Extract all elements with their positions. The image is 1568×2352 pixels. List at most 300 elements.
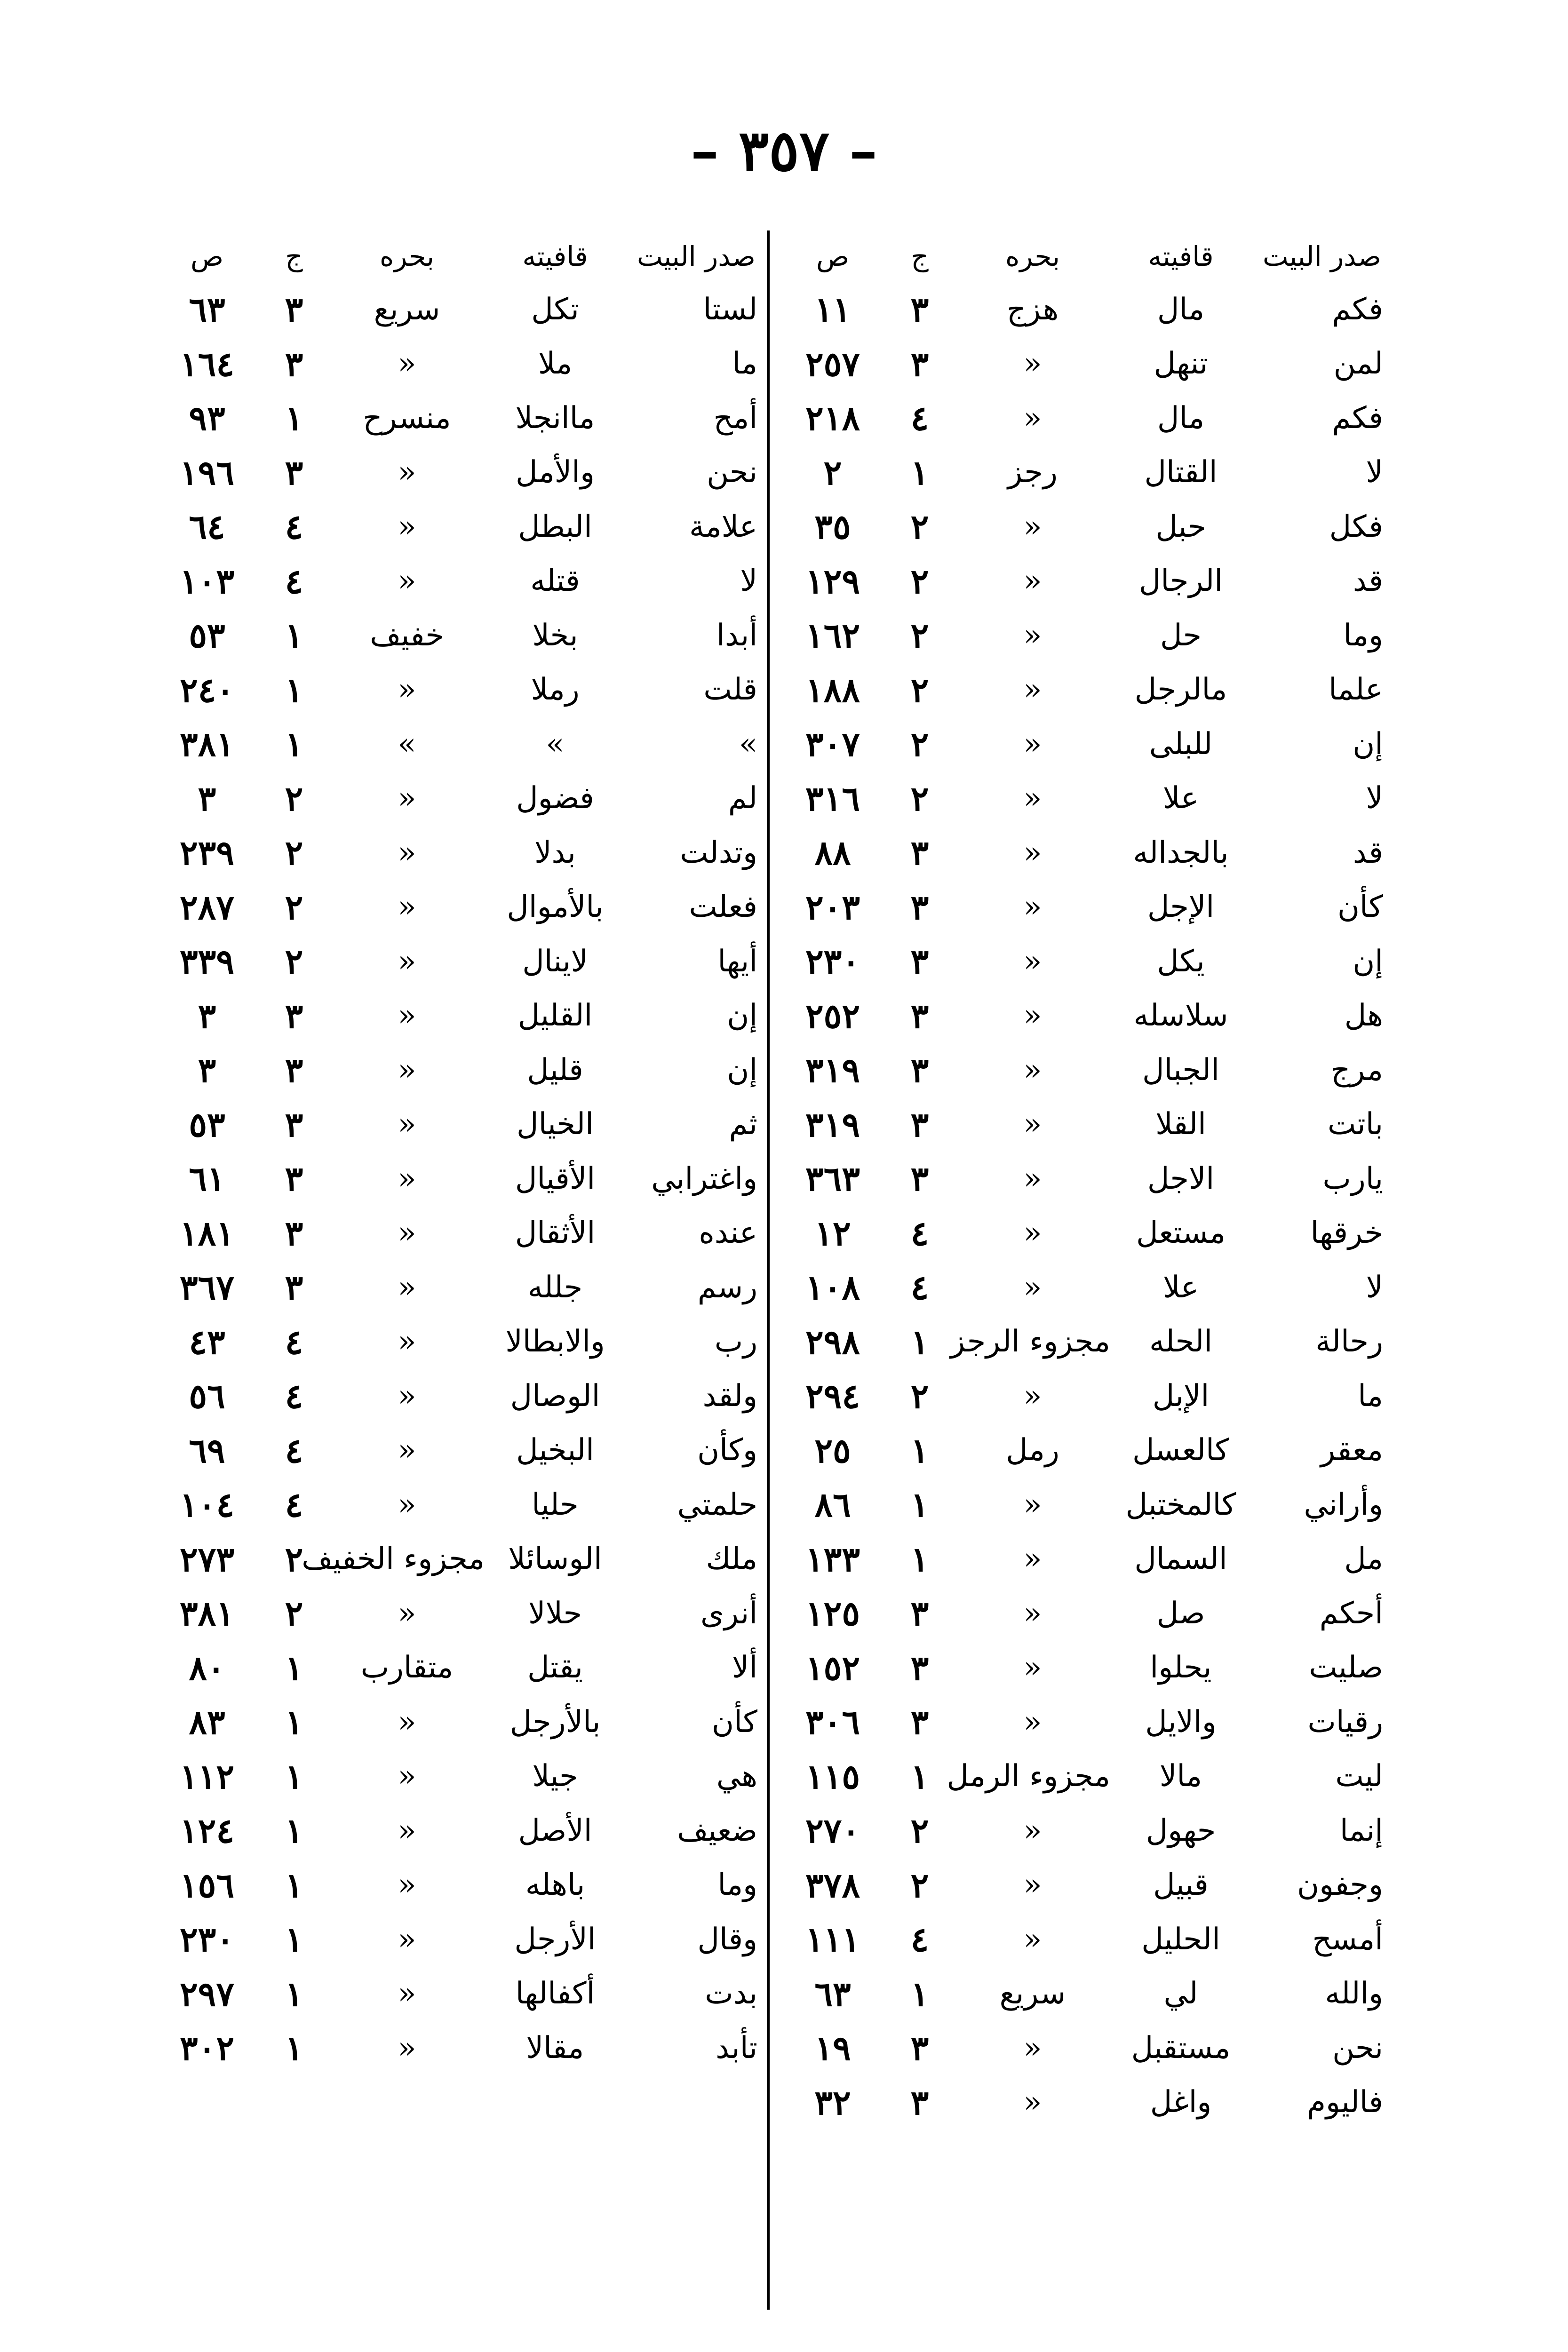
cell-bahr: «	[398, 346, 416, 381]
cell-qafiya: يقتل	[527, 1650, 583, 1685]
table-row	[155, 500, 767, 554]
cell-qafiya: ماانجلا	[515, 400, 595, 436]
cell-safha: ١٢	[814, 1213, 851, 1253]
cell-qafiya: أكفالها	[515, 1976, 595, 2011]
cell-sadr: رقيات	[1307, 1704, 1383, 1740]
table-header-row	[781, 230, 1393, 282]
cell-bahr: «	[398, 890, 416, 925]
cell-juz: ١	[285, 1919, 303, 1960]
cell-safha: ٦٤	[189, 507, 225, 547]
cell-qafiya: بالأرجل	[509, 1704, 601, 1740]
cell-qafiya: البطل	[518, 509, 592, 544]
cell-qafiya: حلالا	[528, 1596, 582, 1631]
cell-juz: ١	[910, 1539, 929, 1579]
cell-sadr: ألا	[732, 1650, 757, 1685]
cell-safha: ٩٣	[189, 398, 225, 438]
cell-bahr: «	[1023, 998, 1042, 1033]
cell-bahr: «	[1023, 1052, 1042, 1088]
table-row	[781, 934, 1393, 989]
cell-sadr: ملك	[706, 1542, 757, 1577]
cell-juz: ٢	[285, 1593, 303, 1634]
cell-bahr: «	[398, 1596, 416, 1631]
cell-qafiya: بخلا	[532, 618, 578, 653]
cell-qafiya: مستقبل	[1131, 2030, 1231, 2066]
cell-juz: ١	[285, 1973, 303, 2014]
cell-safha: ١٢٥	[805, 1593, 860, 1634]
table-row	[155, 1206, 767, 1261]
table-row	[781, 1043, 1393, 1097]
cell-safha: ٨٨	[814, 833, 851, 873]
cell-sadr: وتدلت	[680, 835, 757, 870]
cell-qafiya: والابطالا	[505, 1324, 605, 1359]
cell-qafiya: الوسائلا	[508, 1542, 602, 1577]
cell-qafiya: »	[546, 726, 565, 762]
cell-juz: ٣	[285, 1104, 303, 1144]
cell-juz: ٣	[285, 1050, 303, 1090]
cell-qafiya: حليا	[532, 1487, 579, 1522]
cell-safha: ٨٠	[189, 1647, 225, 1688]
cell-juz: ٣	[910, 1050, 929, 1090]
cell-bahr: «	[1023, 835, 1042, 870]
table-row	[781, 1423, 1393, 1478]
cell-bahr: «	[398, 1270, 416, 1305]
cell-qafiya: بالجداله	[1133, 835, 1229, 870]
cell-sadr: حلمتي	[677, 1487, 757, 1522]
cell-qafiya: سلاسله	[1133, 998, 1228, 1033]
cell-qafiya: السمال	[1134, 1542, 1227, 1577]
cell-juz: ٢	[285, 941, 303, 982]
cell-juz: ٢	[285, 887, 303, 927]
table-row	[781, 771, 1393, 826]
cell-qafiya: الرجال	[1138, 564, 1223, 599]
cell-juz: ٢	[910, 724, 929, 764]
cell-qafiya: الحليل	[1141, 1922, 1220, 1957]
cell-qafiya: جيلا	[532, 1759, 578, 1794]
cell-juz: ٢	[910, 1811, 929, 1851]
table-row	[781, 1804, 1393, 1858]
cell-qafiya: حبل	[1155, 509, 1206, 544]
cell-bahr: «	[398, 1216, 416, 1251]
header-safha: ص	[816, 240, 850, 272]
cell-juz: ٣	[285, 289, 303, 330]
table-row	[781, 880, 1393, 935]
cell-bahr: «	[398, 564, 416, 599]
table-row	[781, 1858, 1393, 1913]
cell-sadr: بدت	[705, 1976, 757, 2011]
table-row	[155, 445, 767, 500]
cell-safha: ١٨١	[179, 1213, 234, 1253]
cell-qafiya: مقالا	[526, 2030, 584, 2066]
cell-safha: ١٠٣	[179, 561, 234, 601]
cell-bahr: «	[398, 1813, 416, 1848]
cell-juz: ٢	[285, 778, 303, 818]
table-row	[781, 554, 1393, 609]
table-row	[155, 1478, 767, 1532]
cell-safha: ١١١	[805, 1919, 860, 1960]
cell-qafiya: باهله	[525, 1867, 585, 1903]
cell-safha: ١٢٩	[805, 561, 860, 601]
cell-qafiya: قبيل	[1153, 1867, 1209, 1903]
cell-sadr: لا	[1366, 1270, 1383, 1305]
cell-juz: ٣	[285, 1267, 303, 1308]
cell-bahr: رمل	[1006, 1433, 1059, 1468]
cell-safha: ١١	[814, 289, 851, 330]
cell-safha: ٢٥٧	[805, 343, 860, 384]
table-row	[155, 1532, 767, 1587]
table-row	[781, 391, 1393, 445]
cell-sadr: يارب	[1322, 1161, 1383, 1196]
index-table-right	[781, 230, 1393, 2130]
cell-sadr: ضعيف	[677, 1813, 757, 1848]
cell-safha: ٢٧٠	[805, 1811, 860, 1851]
cell-juz: ١	[910, 1485, 929, 1525]
cell-safha: ٣٨١	[179, 724, 234, 764]
cell-juz: ٣	[910, 1159, 929, 1199]
cell-qafiya: الأصل	[518, 1813, 592, 1848]
cell-bahr: «	[398, 1378, 416, 1414]
cell-sadr: هل	[1344, 998, 1383, 1033]
header-sadr: صدر البيت	[637, 240, 756, 272]
cell-sadr: تأبد	[716, 2030, 757, 2066]
cell-juz: ٣	[910, 2082, 929, 2122]
cell-sadr: قلت	[703, 672, 757, 707]
cell-juz: ١	[285, 1756, 303, 1796]
cell-qafiya: بالأموال	[507, 890, 604, 925]
cell-bahr: «	[398, 1976, 416, 2011]
cell-bahr: سريع	[374, 292, 440, 327]
cell-qafiya: الأرجل	[514, 1922, 596, 1957]
header-bahr: بحره	[380, 240, 434, 272]
cell-safha: ٣٠٢	[179, 2028, 234, 2068]
cell-juz: ٢	[285, 1539, 303, 1579]
cell-sadr: فكم	[1332, 292, 1383, 327]
cell-safha: ١١٢	[179, 1756, 234, 1796]
table-row	[155, 1423, 767, 1478]
cell-juz: ١	[910, 1756, 929, 1796]
cell-safha: ٣	[198, 995, 216, 1036]
cell-juz: ١	[285, 1865, 303, 1905]
table-row	[155, 663, 767, 717]
cell-juz: ٣	[910, 833, 929, 873]
table-row	[781, 2075, 1393, 2130]
cell-sadr: فكل	[1329, 509, 1383, 544]
cell-bahr: خفيف	[370, 618, 444, 653]
cell-sadr: علما	[1329, 672, 1383, 707]
cell-sadr: ما	[1358, 1378, 1383, 1414]
header-sadr: صدر البيت	[1263, 240, 1381, 272]
cell-juz: ٢	[910, 507, 929, 547]
cell-safha: ٣٦٧	[179, 1267, 234, 1308]
cell-bahr: «	[1023, 944, 1042, 979]
cell-juz: ١	[285, 2028, 303, 2068]
cell-juz: ٤	[285, 1321, 303, 1362]
index-table-left	[155, 230, 767, 2075]
cell-juz: ١	[285, 724, 303, 764]
table-row	[781, 1695, 1393, 1749]
cell-qafiya: مال	[1157, 292, 1205, 327]
cell-qafiya: الوصال	[510, 1378, 600, 1414]
cell-juz: ١	[285, 615, 303, 656]
cell-bahr: «	[398, 455, 416, 490]
cell-bahr: «	[398, 781, 416, 816]
cell-sadr: ليت	[1335, 1759, 1383, 1794]
table-row	[781, 1641, 1393, 1695]
cell-sadr: معقر	[1321, 1433, 1383, 1468]
cell-bahr: «	[398, 509, 416, 544]
cell-juz: ٢	[910, 1865, 929, 1905]
table-row	[155, 1749, 767, 1804]
cell-sadr: فاليوم	[1307, 2085, 1383, 2120]
cell-bahr: «	[1023, 1596, 1042, 1631]
cell-bahr: «	[1023, 890, 1042, 925]
cell-safha: ٢٠٣	[805, 887, 860, 927]
cell-sadr: وما	[717, 1867, 757, 1903]
cell-bahr: «	[1023, 346, 1042, 381]
cell-sadr: وأراني	[1304, 1487, 1383, 1522]
cell-juz: ٣	[285, 452, 303, 493]
cell-safha: ٢٣٠	[805, 941, 860, 982]
table-row	[155, 337, 767, 391]
cell-juz: ٣	[285, 1213, 303, 1253]
cell-safha: ١٩	[814, 2028, 851, 2068]
cell-qafiya: كالمختبل	[1125, 1487, 1236, 1522]
table-body	[155, 282, 767, 2075]
cell-safha: ٣	[198, 778, 216, 818]
cell-safha: ٢٧٣	[179, 1539, 234, 1579]
cell-bahr: «	[1023, 1542, 1042, 1577]
cell-juz: ٢	[910, 615, 929, 656]
cell-safha: ٦٣	[189, 289, 225, 330]
cell-juz: ٢	[910, 669, 929, 710]
cell-bahr: «	[1023, 1867, 1042, 1903]
table-row	[781, 1532, 1393, 1587]
cell-qafiya: القليل	[517, 998, 593, 1033]
table-row	[155, 1858, 767, 1913]
cell-qafiya: واغل	[1150, 2085, 1212, 2120]
page-number: – ٣٥٧ –	[691, 118, 877, 184]
cell-bahr: مجزوء الرجز	[950, 1324, 1110, 1359]
cell-qafiya: مال	[1157, 400, 1205, 436]
cell-juz: ٣	[910, 343, 929, 384]
cell-sadr: لا	[1366, 455, 1383, 490]
cell-qafiya: رملا	[531, 672, 580, 707]
table-row	[781, 663, 1393, 717]
cell-juz: ٢	[910, 561, 929, 601]
cell-safha: ١٨٨	[805, 669, 860, 710]
cell-qafiya: الجبال	[1142, 1052, 1219, 1088]
cell-bahr: «	[398, 835, 416, 870]
cell-sadr: لمن	[1333, 346, 1383, 381]
cell-sadr: إن	[1353, 944, 1383, 979]
table-row	[781, 1478, 1393, 1532]
cell-sadr: لم	[728, 781, 757, 816]
cell-safha: ٦١	[189, 1159, 225, 1199]
cell-juz: ١	[285, 669, 303, 710]
cell-sadr: خرقها	[1310, 1216, 1383, 1251]
cell-qafiya: الأثقال	[515, 1216, 596, 1251]
cell-bahr: «	[1023, 1216, 1042, 1251]
cell-qafiya: مالا	[1159, 1759, 1202, 1794]
cell-sadr: باتت	[1328, 1107, 1383, 1142]
cell-qafiya: الخيال	[517, 1107, 594, 1142]
cell-sadr: نحن	[1332, 2030, 1383, 2066]
cell-bahr: «	[398, 1704, 416, 1740]
cell-bahr: «	[398, 1487, 416, 1522]
cell-qafiya: يحلوا	[1150, 1650, 1212, 1685]
table-row	[781, 989, 1393, 1043]
cell-bahr: منسرح	[363, 400, 451, 436]
cell-sadr: إن	[1353, 726, 1383, 762]
cell-bahr: «	[1023, 2030, 1042, 2066]
cell-qafiya: والأمل	[516, 455, 595, 490]
cell-bahr: «	[398, 998, 416, 1033]
cell-safha: ١٢٤	[179, 1811, 234, 1851]
cell-bahr: «	[398, 1867, 416, 1903]
cell-bahr: «	[1023, 400, 1042, 436]
cell-juz: ٣	[910, 995, 929, 1036]
cell-safha: ٣١٩	[805, 1050, 860, 1090]
cell-qafiya: قليل	[527, 1052, 583, 1088]
cell-safha: ٣١٦	[805, 778, 860, 818]
cell-bahr: «	[398, 1922, 416, 1957]
cell-qafiya: مالرجل	[1134, 672, 1227, 707]
cell-safha: ١٥٦	[179, 1865, 234, 1905]
cell-sadr: أبدا	[716, 618, 757, 653]
cell-sadr: رسم	[697, 1270, 757, 1305]
cell-sadr: إن	[727, 998, 757, 1033]
cell-safha: ٢١٨	[805, 398, 860, 438]
header-bahr: بحره	[1005, 240, 1060, 272]
cell-sadr: أمح	[713, 400, 757, 436]
cell-juz: ٣	[910, 2028, 929, 2068]
cell-juz: ٤	[910, 1919, 929, 1960]
cell-bahr: «	[398, 944, 416, 979]
cell-safha: ٥٦	[189, 1376, 225, 1416]
cell-sadr: أيها	[717, 944, 757, 979]
header-juz: ج	[911, 240, 929, 272]
cell-bahr: «	[1023, 1487, 1042, 1522]
cell-bahr: هزج	[1006, 292, 1059, 327]
header-juz: ج	[285, 240, 303, 272]
cell-juz: ٣	[910, 1647, 929, 1688]
cell-sadr: ما	[732, 346, 757, 381]
cell-sadr: لا	[740, 564, 757, 599]
cell-qafiya: يكل	[1157, 944, 1205, 979]
cell-juz: ١	[910, 1321, 929, 1362]
header-qafiya: قافيته	[1148, 240, 1214, 272]
cell-qafiya: تنهل	[1154, 346, 1208, 381]
table-row	[781, 1369, 1393, 1423]
table-row	[155, 1641, 767, 1695]
cell-bahr: سريع	[999, 1976, 1066, 2011]
cell-qafiya: علا	[1162, 1270, 1199, 1305]
cell-safha: ٢٥٢	[805, 995, 860, 1036]
cell-qafiya: والايل	[1145, 1704, 1217, 1740]
table-row	[155, 1804, 767, 1858]
cell-sadr: ولقد	[702, 1378, 757, 1414]
cell-juz: ٣	[910, 1104, 929, 1144]
cell-qafiya: فضول	[516, 781, 594, 816]
cell-juz: ٤	[285, 1376, 303, 1416]
cell-qafiya: صل	[1156, 1596, 1205, 1631]
cell-qafiya: حهول	[1146, 1813, 1216, 1848]
cell-safha: ١٥٢	[805, 1647, 860, 1688]
cell-qafiya: بدلا	[534, 835, 576, 870]
cell-juz: ٤	[285, 1485, 303, 1525]
cell-sadr: هي	[716, 1759, 757, 1794]
cell-sadr: فعلت	[689, 890, 757, 925]
cell-qafiya: حل	[1160, 618, 1202, 653]
cell-sadr: لا	[1366, 781, 1383, 816]
table-row	[781, 1967, 1393, 2021]
cell-safha: ٢٩٨	[805, 1321, 860, 1362]
cell-sadr: وجفون	[1297, 1867, 1383, 1903]
cell-safha: ٣٢	[814, 2082, 851, 2122]
cell-bahr: رجز	[1008, 455, 1058, 490]
cell-bahr: «	[398, 1052, 416, 1088]
table-row	[155, 1043, 767, 1097]
cell-qafiya: مستعل	[1136, 1216, 1226, 1251]
table-row	[781, 826, 1393, 880]
cell-juz: ١	[285, 1811, 303, 1851]
cell-qafiya: البخيل	[516, 1433, 594, 1468]
cell-sadr: رحالة	[1315, 1324, 1383, 1359]
cell-bahr: «	[398, 1161, 416, 1196]
cell-safha: ١٩٦	[179, 452, 234, 493]
cell-safha: ٦٩	[189, 1430, 225, 1470]
cell-sadr: والله	[1325, 1976, 1383, 2011]
header-qafiya: قافيته	[522, 240, 588, 272]
cell-bahr: «	[398, 672, 416, 707]
cell-juz: ١	[910, 452, 929, 493]
cell-safha: ٥٣	[189, 615, 225, 656]
cell-qafiya: لي	[1163, 1976, 1198, 2011]
table-row	[155, 608, 767, 663]
cell-juz: ١	[910, 1430, 929, 1470]
cell-safha: ١٣٣	[805, 1539, 860, 1579]
table-row	[781, 1586, 1393, 1641]
cell-bahr: مجزوء الرمل	[947, 1759, 1110, 1794]
cell-safha: ٥٣	[189, 1104, 225, 1144]
cell-safha: ٣٧٨	[805, 1865, 860, 1905]
cell-safha: ١٠٤	[179, 1485, 234, 1525]
cell-juz: ١	[910, 1973, 929, 2014]
cell-safha: ٢٣٠	[179, 1919, 234, 1960]
header-safha: ص	[190, 240, 224, 272]
cell-sadr: أحكم	[1319, 1596, 1383, 1631]
cell-sadr: قد	[1353, 835, 1383, 870]
cell-qafiya: الاجل	[1147, 1161, 1215, 1196]
cell-bahr: «	[1023, 509, 1042, 544]
table-row	[781, 1912, 1393, 1967]
table-row	[781, 337, 1393, 391]
cell-safha: ٣٠٧	[805, 724, 860, 764]
cell-bahr: «	[1023, 1704, 1042, 1740]
cell-juz: ٢	[285, 833, 303, 873]
cell-sadr: عنده	[699, 1216, 757, 1251]
table-row	[781, 1260, 1393, 1315]
cell-juz: ٤	[285, 561, 303, 601]
cell-safha: ٣١٩	[805, 1104, 860, 1144]
table-body	[781, 282, 1393, 2130]
table-row	[155, 282, 767, 337]
cell-safha: ٤٣	[189, 1321, 225, 1362]
cell-qafiya: الإجل	[1147, 890, 1215, 925]
cell-qafiya: لاينال	[522, 944, 588, 979]
cell-juz: ٤	[910, 398, 929, 438]
cell-sadr: كأن	[712, 1704, 757, 1740]
cell-juz: ١	[285, 1702, 303, 1742]
